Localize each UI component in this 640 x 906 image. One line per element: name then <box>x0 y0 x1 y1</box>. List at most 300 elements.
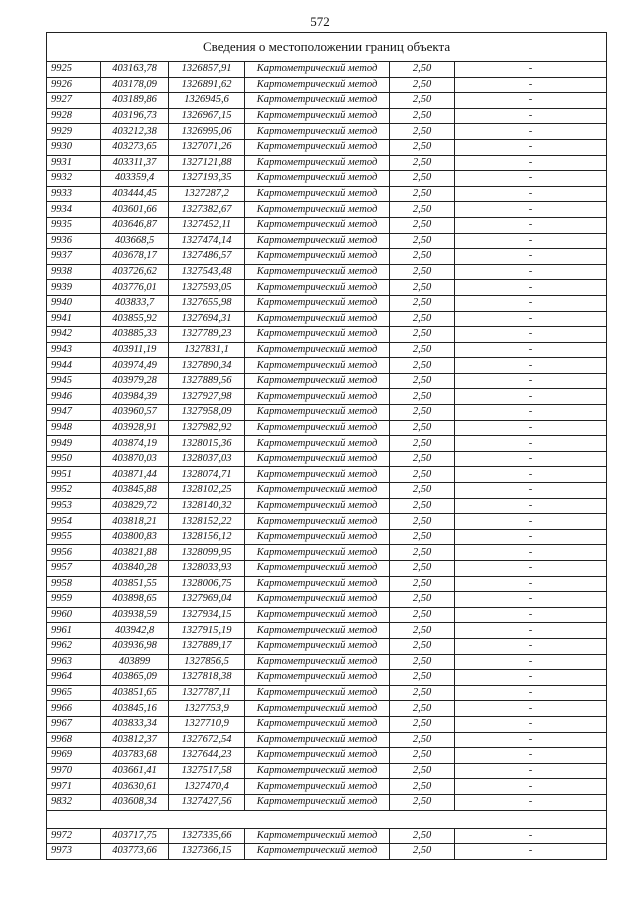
method-cell: Картометрический метод <box>245 420 390 436</box>
note-cell: - <box>455 514 607 530</box>
table-row <box>47 467 607 483</box>
point-number-cell: 9940 <box>47 295 101 311</box>
x-coordinate-cell: 403833,34 <box>101 716 169 732</box>
note-cell: - <box>455 685 607 701</box>
method-cell: Картометрический метод <box>245 467 390 483</box>
note-cell: - <box>455 748 607 764</box>
method-cell: Картометрический метод <box>245 670 390 686</box>
note-cell: - <box>455 280 607 296</box>
y-coordinate-cell: 1326995,06 <box>169 124 245 140</box>
point-number-cell: 9971 <box>47 779 101 795</box>
y-coordinate-cell: 1327889,17 <box>169 638 245 654</box>
table-row <box>47 748 607 764</box>
x-coordinate-cell: 403646,87 <box>101 217 169 233</box>
point-number-cell: 9928 <box>47 108 101 124</box>
table-row <box>47 529 607 545</box>
y-coordinate-cell: 1327427,56 <box>169 794 245 810</box>
table-row <box>47 763 607 779</box>
point-number-cell: 9946 <box>47 389 101 405</box>
point-number-cell: 9961 <box>47 623 101 639</box>
point-number-cell: 9935 <box>47 217 101 233</box>
point-number-cell: 9964 <box>47 670 101 686</box>
y-coordinate-cell: 1327655,98 <box>169 295 245 311</box>
y-coordinate-cell: 1327753,9 <box>169 701 245 717</box>
x-coordinate-cell: 403974,49 <box>101 358 169 374</box>
note-cell: - <box>455 529 607 545</box>
note-cell: - <box>455 576 607 592</box>
x-coordinate-cell: 403444,45 <box>101 186 169 202</box>
note-cell: - <box>455 327 607 343</box>
y-coordinate-cell: 1327486,57 <box>169 249 245 265</box>
method-cell: Картометрический метод <box>245 155 390 171</box>
method-cell: Картометрический метод <box>245 358 390 374</box>
point-number-cell: 9960 <box>47 607 101 623</box>
table-row <box>47 607 607 623</box>
accuracy-cell: 2,50 <box>390 763 455 779</box>
x-coordinate-cell: 403840,28 <box>101 561 169 577</box>
y-coordinate-cell: 1327121,88 <box>169 155 245 171</box>
method-cell: Картометрический метод <box>245 654 390 670</box>
method-cell: Картометрический метод <box>245 264 390 280</box>
accuracy-cell: 2,50 <box>390 716 455 732</box>
y-coordinate-cell: 1327969,04 <box>169 592 245 608</box>
note-cell: - <box>455 498 607 514</box>
table-title: Сведения о местоположении границ объекта <box>47 33 607 62</box>
accuracy-cell: 2,50 <box>390 451 455 467</box>
point-number-cell: 9972 <box>47 828 101 844</box>
note-cell: - <box>455 139 607 155</box>
point-number-cell: 9962 <box>47 638 101 654</box>
table-row <box>47 389 607 405</box>
y-coordinate-cell: 1327934,15 <box>169 607 245 623</box>
note-cell: - <box>455 202 607 218</box>
y-coordinate-cell: 1328033,93 <box>169 561 245 577</box>
point-number-cell: 9942 <box>47 327 101 343</box>
method-cell: Картометрический метод <box>245 233 390 249</box>
method-cell: Картометрический метод <box>245 732 390 748</box>
accuracy-cell: 2,50 <box>390 108 455 124</box>
accuracy-cell: 2,50 <box>390 93 455 109</box>
y-coordinate-cell: 1327593,05 <box>169 280 245 296</box>
note-cell: - <box>455 217 607 233</box>
method-cell: Картометрический метод <box>245 514 390 530</box>
note-cell: - <box>455 794 607 810</box>
method-cell: Картометрический метод <box>245 451 390 467</box>
accuracy-cell: 2,50 <box>390 576 455 592</box>
method-cell: Картометрический метод <box>245 498 390 514</box>
y-coordinate-cell: 1327474,14 <box>169 233 245 249</box>
x-coordinate-cell: 403178,09 <box>101 77 169 93</box>
y-coordinate-cell: 1328099,95 <box>169 545 245 561</box>
y-coordinate-cell: 1327889,56 <box>169 373 245 389</box>
method-cell: Картометрический метод <box>245 62 390 78</box>
table-row <box>47 264 607 280</box>
method-cell: Картометрический метод <box>245 202 390 218</box>
x-coordinate-cell: 403608,34 <box>101 794 169 810</box>
note-cell: - <box>455 436 607 452</box>
note-cell: - <box>455 405 607 421</box>
accuracy-cell: 2,50 <box>390 77 455 93</box>
point-number-cell: 9951 <box>47 467 101 483</box>
method-cell: Картометрический метод <box>245 405 390 421</box>
x-coordinate-cell: 403678,17 <box>101 249 169 265</box>
table-row <box>47 342 607 358</box>
y-coordinate-cell: 1328037,03 <box>169 451 245 467</box>
method-cell: Картометрический метод <box>245 529 390 545</box>
table-row <box>47 623 607 639</box>
boundary-coordinates-table <box>46 32 607 860</box>
method-cell: Картометрический метод <box>245 139 390 155</box>
table-row <box>47 451 607 467</box>
method-cell: Картометрический метод <box>245 327 390 343</box>
table-row <box>47 280 607 296</box>
table-row <box>47 828 607 844</box>
y-coordinate-cell: 1326967,15 <box>169 108 245 124</box>
method-cell: Картометрический метод <box>245 93 390 109</box>
table-row <box>47 77 607 93</box>
accuracy-cell: 2,50 <box>390 295 455 311</box>
y-coordinate-cell: 1327382,67 <box>169 202 245 218</box>
table-row <box>47 716 607 732</box>
point-number-cell: 9959 <box>47 592 101 608</box>
note-cell: - <box>455 623 607 639</box>
method-cell: Картометрический метод <box>245 638 390 654</box>
method-cell: Картометрический метод <box>245 389 390 405</box>
point-number-cell: 9956 <box>47 545 101 561</box>
point-number-cell: 9957 <box>47 561 101 577</box>
table-row <box>47 436 607 452</box>
method-cell: Картометрический метод <box>245 576 390 592</box>
table-row <box>47 186 607 202</box>
table-row <box>47 373 607 389</box>
point-number-cell: 9943 <box>47 342 101 358</box>
y-coordinate-cell: 1327517,58 <box>169 763 245 779</box>
x-coordinate-cell: 403899 <box>101 654 169 670</box>
table-row <box>47 514 607 530</box>
table-row <box>47 779 607 795</box>
point-number-cell: 9929 <box>47 124 101 140</box>
y-coordinate-cell: 1328006,75 <box>169 576 245 592</box>
note-cell: - <box>455 295 607 311</box>
note-cell: - <box>455 311 607 327</box>
note-cell: - <box>455 716 607 732</box>
y-coordinate-cell: 1327927,98 <box>169 389 245 405</box>
x-coordinate-cell: 403196,73 <box>101 108 169 124</box>
point-number-cell: 9967 <box>47 716 101 732</box>
y-coordinate-cell: 1327366,15 <box>169 844 245 860</box>
table-row <box>47 171 607 187</box>
accuracy-cell: 2,50 <box>390 498 455 514</box>
method-cell: Картометрический метод <box>245 171 390 187</box>
accuracy-cell: 2,50 <box>390 467 455 483</box>
point-number-cell: 9932 <box>47 171 101 187</box>
y-coordinate-cell: 1327710,9 <box>169 716 245 732</box>
y-coordinate-cell: 1328152,22 <box>169 514 245 530</box>
note-cell: - <box>455 233 607 249</box>
x-coordinate-cell: 403865,09 <box>101 670 169 686</box>
note-cell: - <box>455 701 607 717</box>
x-coordinate-cell: 403359,4 <box>101 171 169 187</box>
x-coordinate-cell: 403189,86 <box>101 93 169 109</box>
note-cell: - <box>455 607 607 623</box>
method-cell: Картометрический метод <box>245 280 390 296</box>
note-cell: - <box>455 451 607 467</box>
point-number-cell: 9954 <box>47 514 101 530</box>
y-coordinate-cell: 1328074,71 <box>169 467 245 483</box>
note-cell: - <box>455 264 607 280</box>
note-cell: - <box>455 545 607 561</box>
x-coordinate-cell: 403870,03 <box>101 451 169 467</box>
method-cell: Картометрический метод <box>245 623 390 639</box>
method-cell: Картометрический метод <box>245 794 390 810</box>
method-cell: Картометрический метод <box>245 186 390 202</box>
x-coordinate-cell: 403273,65 <box>101 139 169 155</box>
accuracy-cell: 2,50 <box>390 732 455 748</box>
point-number-cell: 9926 <box>47 77 101 93</box>
x-coordinate-cell: 403818,21 <box>101 514 169 530</box>
y-coordinate-cell: 1327787,11 <box>169 685 245 701</box>
x-coordinate-cell: 403821,88 <box>101 545 169 561</box>
accuracy-cell: 2,50 <box>390 654 455 670</box>
accuracy-cell: 2,50 <box>390 202 455 218</box>
x-coordinate-cell: 403783,68 <box>101 748 169 764</box>
table-row <box>47 483 607 499</box>
x-coordinate-cell: 403812,37 <box>101 732 169 748</box>
note-cell: - <box>455 763 607 779</box>
table-row <box>47 249 607 265</box>
method-cell: Картометрический метод <box>245 483 390 499</box>
accuracy-cell: 2,50 <box>390 685 455 701</box>
y-coordinate-cell: 1327470,4 <box>169 779 245 795</box>
y-coordinate-cell: 1328140,32 <box>169 498 245 514</box>
point-number-cell: 9936 <box>47 233 101 249</box>
table-row <box>47 327 607 343</box>
accuracy-cell: 2,50 <box>390 638 455 654</box>
x-coordinate-cell: 403851,55 <box>101 576 169 592</box>
table-row <box>47 155 607 171</box>
method-cell: Картометрический метод <box>245 607 390 623</box>
method-cell: Картометрический метод <box>245 436 390 452</box>
accuracy-cell: 2,50 <box>390 311 455 327</box>
y-coordinate-cell: 1326891,62 <box>169 77 245 93</box>
table-title-row <box>47 33 607 62</box>
accuracy-cell: 2,50 <box>390 514 455 530</box>
note-cell: - <box>455 249 607 265</box>
method-cell: Картометрический метод <box>245 779 390 795</box>
x-coordinate-cell: 403885,33 <box>101 327 169 343</box>
y-coordinate-cell: 1327452,11 <box>169 217 245 233</box>
y-coordinate-cell: 1327287,2 <box>169 186 245 202</box>
accuracy-cell: 2,50 <box>390 249 455 265</box>
x-coordinate-cell: 403936,98 <box>101 638 169 654</box>
method-cell: Картометрический метод <box>245 701 390 717</box>
accuracy-cell: 2,50 <box>390 561 455 577</box>
method-cell: Картометрический метод <box>245 108 390 124</box>
accuracy-cell: 2,50 <box>390 405 455 421</box>
table-row <box>47 217 607 233</box>
table-row <box>47 233 607 249</box>
point-number-cell: 9937 <box>47 249 101 265</box>
y-coordinate-cell: 1328015,36 <box>169 436 245 452</box>
method-cell: Картометрический метод <box>245 685 390 701</box>
note-cell: - <box>455 483 607 499</box>
note-cell: - <box>455 592 607 608</box>
accuracy-cell: 2,50 <box>390 264 455 280</box>
x-coordinate-cell: 403855,92 <box>101 311 169 327</box>
point-number-cell: 9944 <box>47 358 101 374</box>
y-coordinate-cell: 1326945,6 <box>169 93 245 109</box>
accuracy-cell: 2,50 <box>390 670 455 686</box>
method-cell: Картометрический метод <box>245 295 390 311</box>
point-number-cell: 9958 <box>47 576 101 592</box>
note-cell: - <box>455 358 607 374</box>
accuracy-cell: 2,50 <box>390 389 455 405</box>
accuracy-cell: 2,50 <box>390 828 455 844</box>
accuracy-cell: 2,50 <box>390 155 455 171</box>
point-number-cell: 9927 <box>47 93 101 109</box>
x-coordinate-cell: 403717,75 <box>101 828 169 844</box>
point-number-cell: 9933 <box>47 186 101 202</box>
table-row <box>47 561 607 577</box>
point-number-cell: 9969 <box>47 748 101 764</box>
note-cell: - <box>455 171 607 187</box>
x-coordinate-cell: 403776,01 <box>101 280 169 296</box>
x-coordinate-cell: 403851,65 <box>101 685 169 701</box>
x-coordinate-cell: 403311,37 <box>101 155 169 171</box>
x-coordinate-cell: 403829,72 <box>101 498 169 514</box>
note-cell: - <box>455 342 607 358</box>
y-coordinate-cell: 1327335,66 <box>169 828 245 844</box>
y-coordinate-cell: 1327644,23 <box>169 748 245 764</box>
point-number-cell: 9968 <box>47 732 101 748</box>
accuracy-cell: 2,50 <box>390 436 455 452</box>
method-cell: Картометрический метод <box>245 545 390 561</box>
point-number-cell: 9970 <box>47 763 101 779</box>
x-coordinate-cell: 403661,41 <box>101 763 169 779</box>
point-number-cell: 9949 <box>47 436 101 452</box>
method-cell: Картометрический метод <box>245 342 390 358</box>
accuracy-cell: 2,50 <box>390 623 455 639</box>
point-number-cell: 9832 <box>47 794 101 810</box>
x-coordinate-cell: 403938,59 <box>101 607 169 623</box>
table-row <box>47 545 607 561</box>
method-cell: Картометрический метод <box>245 763 390 779</box>
note-cell: - <box>455 779 607 795</box>
separator-cell <box>47 810 607 828</box>
note-cell: - <box>455 389 607 405</box>
point-number-cell: 9930 <box>47 139 101 155</box>
x-coordinate-cell: 403984,39 <box>101 389 169 405</box>
accuracy-cell: 2,50 <box>390 420 455 436</box>
note-cell: - <box>455 124 607 140</box>
point-number-cell: 9966 <box>47 701 101 717</box>
x-coordinate-cell: 403874,19 <box>101 436 169 452</box>
point-number-cell: 9948 <box>47 420 101 436</box>
x-coordinate-cell: 403163,78 <box>101 62 169 78</box>
y-coordinate-cell: 1327958,09 <box>169 405 245 421</box>
method-cell: Картометрический метод <box>245 748 390 764</box>
point-number-cell: 9955 <box>47 529 101 545</box>
boundary-table-container <box>46 32 606 860</box>
y-coordinate-cell: 1327789,23 <box>169 327 245 343</box>
point-number-cell: 9947 <box>47 405 101 421</box>
y-coordinate-cell: 1327672,54 <box>169 732 245 748</box>
table-row <box>47 311 607 327</box>
note-cell: - <box>455 420 607 436</box>
y-coordinate-cell: 1326857,91 <box>169 62 245 78</box>
table-row <box>47 420 607 436</box>
x-coordinate-cell: 403960,57 <box>101 405 169 421</box>
point-number-cell: 9938 <box>47 264 101 280</box>
accuracy-cell: 2,50 <box>390 342 455 358</box>
method-cell: Картометрический метод <box>245 561 390 577</box>
x-coordinate-cell: 403726,62 <box>101 264 169 280</box>
point-number-cell: 9963 <box>47 654 101 670</box>
table-row <box>47 794 607 810</box>
accuracy-cell: 2,50 <box>390 62 455 78</box>
table-row <box>47 576 607 592</box>
x-coordinate-cell: 403979,28 <box>101 373 169 389</box>
accuracy-cell: 2,50 <box>390 373 455 389</box>
x-coordinate-cell: 403833,7 <box>101 295 169 311</box>
table-row <box>47 654 607 670</box>
x-coordinate-cell: 403630,61 <box>101 779 169 795</box>
y-coordinate-cell: 1327543,48 <box>169 264 245 280</box>
accuracy-cell: 2,50 <box>390 794 455 810</box>
point-number-cell: 9952 <box>47 483 101 499</box>
table-row <box>47 638 607 654</box>
accuracy-cell: 2,50 <box>390 592 455 608</box>
table-row <box>47 295 607 311</box>
note-cell: - <box>455 828 607 844</box>
method-cell: Картометрический метод <box>245 311 390 327</box>
accuracy-cell: 2,50 <box>390 607 455 623</box>
note-cell: - <box>455 186 607 202</box>
accuracy-cell: 2,50 <box>390 529 455 545</box>
x-coordinate-cell: 403601,66 <box>101 202 169 218</box>
table-row <box>47 124 607 140</box>
accuracy-cell: 2,50 <box>390 327 455 343</box>
page-number: 572 <box>310 14 330 29</box>
y-coordinate-cell: 1327831,1 <box>169 342 245 358</box>
x-coordinate-cell: 403928,91 <box>101 420 169 436</box>
x-coordinate-cell: 403773,66 <box>101 844 169 860</box>
y-coordinate-cell: 1327982,92 <box>169 420 245 436</box>
y-coordinate-cell: 1327071,26 <box>169 139 245 155</box>
accuracy-cell: 2,50 <box>390 139 455 155</box>
separator-row <box>47 810 607 828</box>
table-row <box>47 670 607 686</box>
x-coordinate-cell: 403911,19 <box>101 342 169 358</box>
accuracy-cell: 2,50 <box>390 483 455 499</box>
table-row <box>47 202 607 218</box>
accuracy-cell: 2,50 <box>390 233 455 249</box>
point-number-cell: 9965 <box>47 685 101 701</box>
x-coordinate-cell: 403800,83 <box>101 529 169 545</box>
point-number-cell: 9953 <box>47 498 101 514</box>
method-cell: Картометрический метод <box>245 592 390 608</box>
method-cell: Картометрический метод <box>245 844 390 860</box>
note-cell: - <box>455 62 607 78</box>
x-coordinate-cell: 403898,65 <box>101 592 169 608</box>
note-cell: - <box>455 93 607 109</box>
table-row <box>47 139 607 155</box>
method-cell: Картометрический метод <box>245 828 390 844</box>
accuracy-cell: 2,50 <box>390 124 455 140</box>
accuracy-cell: 2,50 <box>390 171 455 187</box>
note-cell: - <box>455 155 607 171</box>
accuracy-cell: 2,50 <box>390 217 455 233</box>
